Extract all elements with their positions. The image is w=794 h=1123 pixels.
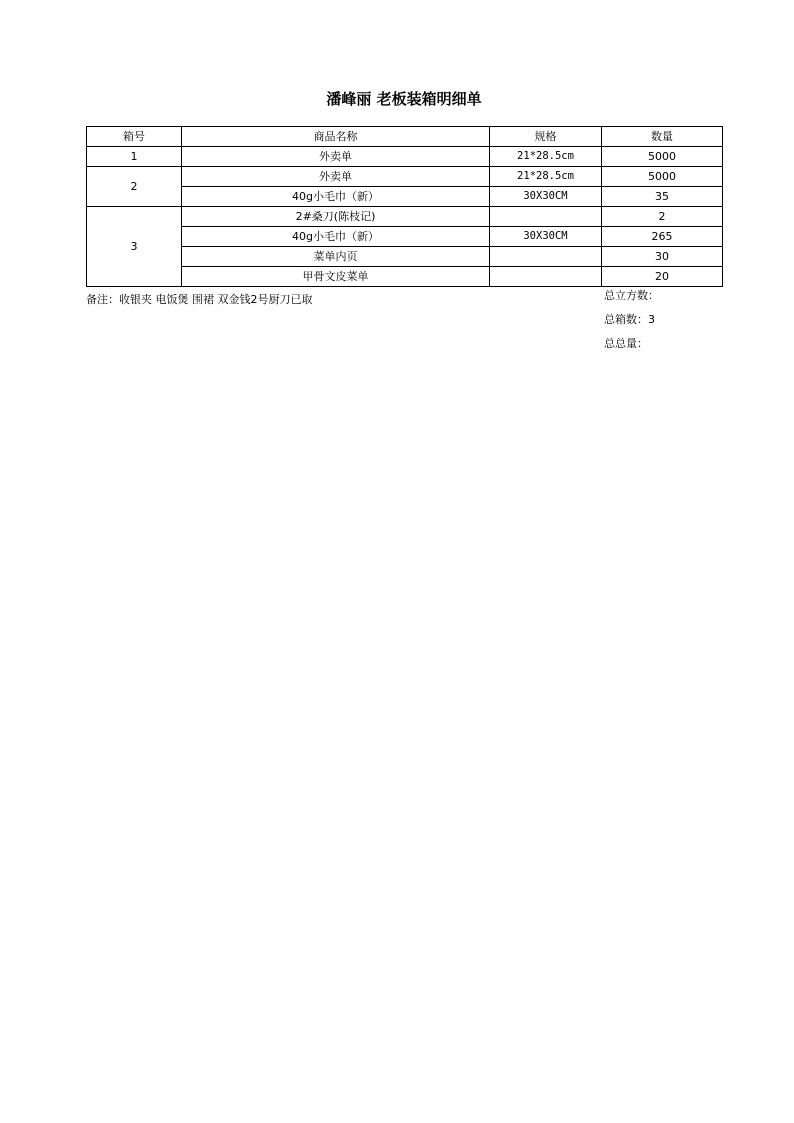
box-number-cell: 3: [87, 207, 182, 287]
product-name-cell: 外卖单: [182, 147, 490, 167]
remarks-note: 备注：收银夹 电饭煲 围裙 双金钱2号厨刀已取: [86, 293, 313, 306]
box-number-cell: 1: [87, 147, 182, 167]
spec-cell: [490, 207, 602, 227]
table-row: [87, 227, 723, 247]
column-header-quantity: 数量: [602, 127, 723, 147]
quantity-cell: 30: [602, 247, 723, 267]
table-row: [87, 267, 723, 287]
total-boxes-label: 总箱数：3: [604, 313, 655, 326]
document-title: 潘峰丽 老板装箱明细单: [326, 90, 482, 108]
product-name-cell: 甲骨文皮菜单: [182, 267, 490, 287]
spec-cell: [490, 267, 602, 287]
quantity-cell: 5000: [602, 147, 723, 167]
table-row: [87, 187, 723, 207]
spec-cell: 30X30CM: [490, 227, 602, 247]
quantity-cell: 2: [602, 207, 723, 227]
quantity-cell: 20: [602, 267, 723, 287]
total-weight-label: 总总量：: [604, 337, 648, 350]
table-row: [87, 207, 723, 227]
table-row: [87, 247, 723, 267]
summary-block: [604, 289, 659, 361]
column-header-box-no: 箱号: [87, 127, 182, 147]
product-name-cell: 菜单内页: [182, 247, 490, 267]
spec-cell: 30X30CM: [490, 187, 602, 207]
spec-cell: 21*28.5cm: [490, 167, 602, 187]
quantity-cell: 35: [602, 187, 723, 207]
table-row: [87, 147, 723, 167]
product-name-cell: 40g小毛巾（新）: [182, 227, 490, 247]
product-name-cell: 40g小毛巾（新）: [182, 187, 490, 207]
box-number-cell: 2: [87, 167, 182, 207]
column-header-spec: 规格: [490, 127, 602, 147]
quantity-cell: 265: [602, 227, 723, 247]
table-row: [87, 167, 723, 187]
spec-cell: [490, 247, 602, 267]
packing-list-table: [86, 126, 723, 287]
spec-cell: 21*28.5cm: [490, 147, 602, 167]
product-name-cell: 外卖单: [182, 167, 490, 187]
column-header-product-name: 商品名称: [182, 127, 490, 147]
quantity-cell: 5000: [602, 167, 723, 187]
product-name-cell: 2#桑刀(陈枝记): [182, 207, 490, 227]
table-header-row: [87, 127, 723, 147]
total-volume-label: 总立方数：: [604, 289, 659, 302]
